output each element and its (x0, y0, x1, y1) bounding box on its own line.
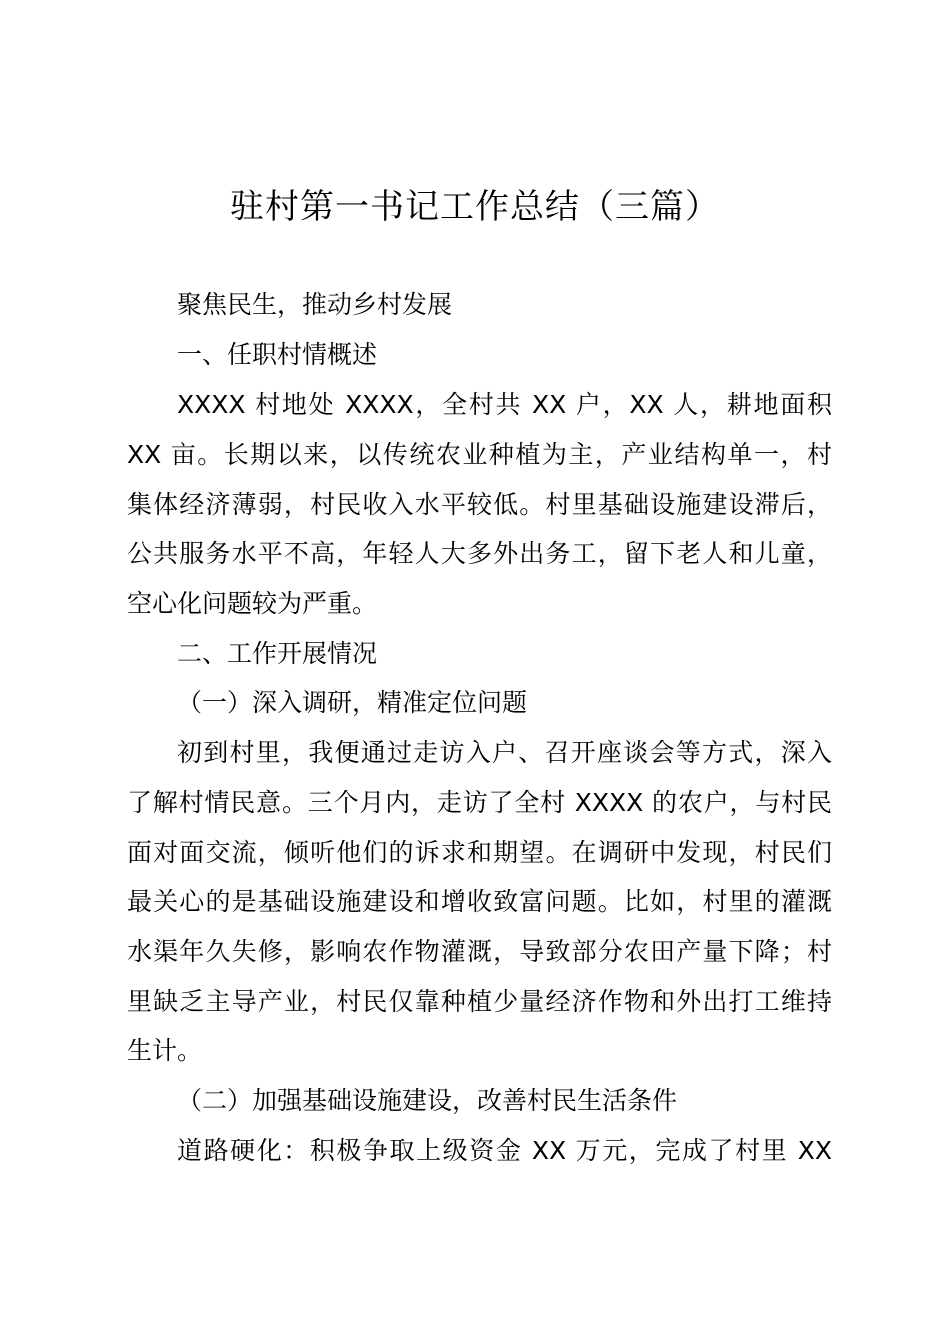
paragraph-line: 里缺乏主导产业，村民仅靠种植少量经济作物和外出打工维持 (127, 987, 832, 1016)
subtitle: 聚焦民生，推动乡村发展 (177, 290, 453, 319)
paragraph-line: 空心化问题较为严重。 (127, 589, 378, 618)
subsection-heading-2: （二）加强基础设施建设，改善村民生活条件 (177, 1086, 678, 1115)
document-title: 驻村第一书记工作总结（三篇） (230, 187, 720, 227)
paragraph-line: 道路硬化：积极争取上级资金 XX 万元，完成了村里 XX (177, 1136, 832, 1165)
paragraph-line: 了解村情民意。三个月内，走访了全村 XXXX 的农户，与村民 (127, 788, 832, 817)
paragraph-line: 集体经济薄弱，村民收入水平较低。村里基础设施建设滞后， (127, 490, 832, 519)
paragraph-line: XX 亩。长期以来，以传统农业种植为主，产业结构单一，村 (127, 440, 832, 469)
subsection-heading-1: （一）深入调研，精准定位问题 (177, 688, 528, 717)
paragraph-line: 面对面交流，倾听他们的诉求和期望。在调研中发现，村民们 (127, 838, 832, 867)
section-heading-2: 二、工作开展情况 (177, 639, 378, 668)
paragraph-line: 公共服务水平不高，年轻人大多外出务工，留下老人和儿童， (127, 539, 832, 568)
paragraph-line: XXXX 村地处 XXXX，全村共 XX 户，XX 人，耕地面积 (177, 390, 832, 419)
paragraph-line: 水渠年久失修，影响农作物灌溉，导致部分农田产量下降；村 (127, 937, 832, 966)
section-heading-1: 一、任职村情概述 (177, 340, 378, 369)
paragraph-line: 初到村里，我便通过走访入户、召开座谈会等方式，深入 (177, 738, 832, 767)
paragraph-line: 最关心的是基础设施建设和增收致富问题。比如，村里的灌溉 (127, 887, 832, 916)
paragraph-line: 生计。 (127, 1036, 203, 1065)
